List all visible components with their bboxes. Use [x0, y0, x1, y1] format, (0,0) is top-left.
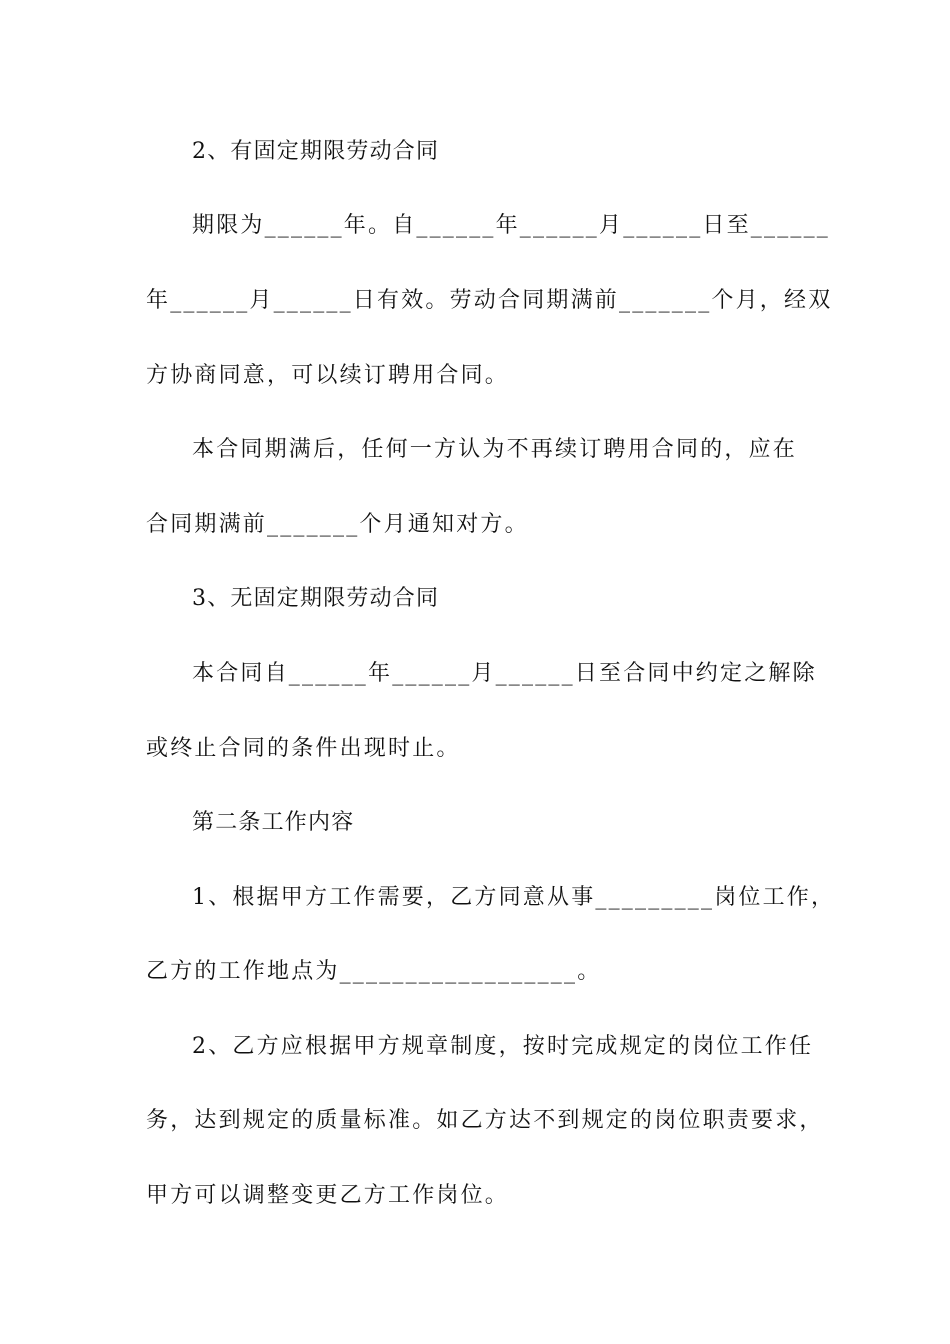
section-heading-open-term: 3、无固定期限劳动合同	[192, 586, 440, 611]
paragraph-line: 方协商同意，可以续订聘用合同。	[146, 363, 510, 388]
paragraph-line: 期限为______年。自______年______月______日至______	[192, 213, 831, 238]
section-heading-fixed-term: 2、有固定期限劳动合同	[192, 139, 440, 164]
paragraph-line: 合同期满前_______个月通知对方。	[146, 512, 529, 537]
paragraph-line: 本合同期满后，任何一方认为不再续订聘用合同的，应在	[192, 437, 798, 462]
paragraph-line: 2、乙方应根据甲方规章制度，按时完成规定的岗位工作任	[192, 1034, 814, 1059]
paragraph-line: 务，达到规定的质量标准。如乙方达不到规定的岗位职责要求，	[146, 1108, 824, 1133]
paragraph-line: 1、根据甲方工作需要，乙方同意从事_________岗位工作，	[192, 885, 836, 910]
paragraph-line: 本合同自______年______月______日至合同中约定之解除	[192, 661, 817, 686]
article-heading-work-content: 第二条工作内容	[192, 810, 355, 835]
paragraph-line: 甲方可以调整变更乙方工作岗位。	[146, 1183, 510, 1208]
paragraph-line: 乙方的工作地点为__________________。	[146, 959, 602, 984]
paragraph-line: 或终止合同的条件出现时止。	[146, 736, 461, 761]
paragraph-line: 年______月______日有效。劳动合同期满前_______个月，经双	[146, 288, 833, 313]
